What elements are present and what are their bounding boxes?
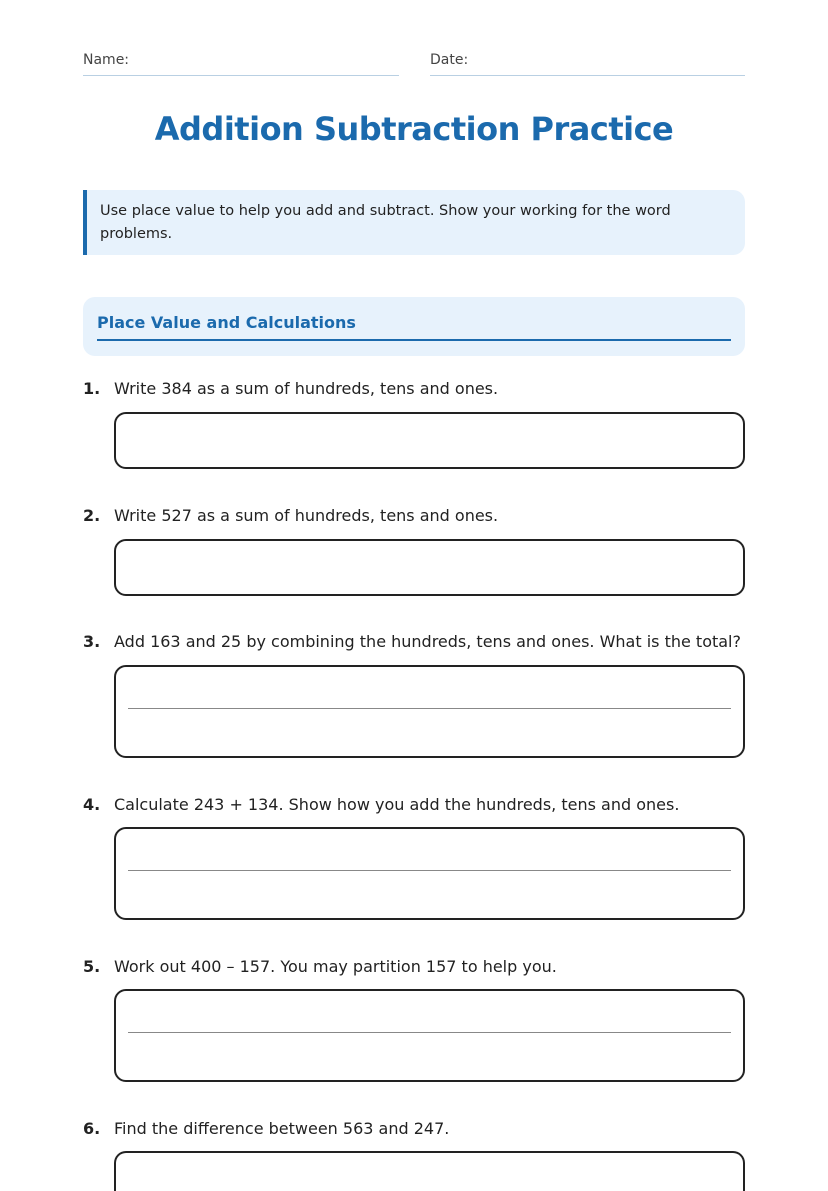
question-number: 3. bbox=[83, 632, 101, 651]
name-label: Name: bbox=[83, 52, 130, 68]
section-rule bbox=[97, 339, 731, 341]
question-text: Find the difference between 563 and 247. bbox=[114, 1119, 450, 1138]
answer-box-5[interactable] bbox=[114, 989, 745, 1082]
writing-line bbox=[128, 708, 731, 709]
intro-box bbox=[83, 190, 745, 255]
answer-box-6[interactable] bbox=[114, 1151, 745, 1191]
date-line bbox=[430, 75, 745, 76]
question-4 bbox=[83, 795, 679, 814]
date-field[interactable] bbox=[430, 52, 468, 68]
answer-box-4[interactable] bbox=[114, 827, 745, 920]
answer-box-2[interactable] bbox=[114, 539, 745, 596]
name-field[interactable] bbox=[83, 52, 129, 68]
question-6 bbox=[83, 1119, 449, 1138]
page-title: Addition Subtraction Practice bbox=[154, 110, 674, 148]
question-5 bbox=[83, 957, 557, 976]
question-text: Write 384 as a sum of hundreds, tens and ones. bbox=[114, 379, 499, 398]
question-text: Write 527 as a sum of hundreds, tens and ones. bbox=[114, 506, 499, 525]
section-header bbox=[83, 297, 745, 356]
question-text: Work out 400 – 157. You may partition 157 to help you. bbox=[114, 957, 557, 976]
question-1 bbox=[83, 379, 498, 398]
question-number: 2. bbox=[83, 506, 101, 525]
question-2 bbox=[83, 506, 498, 525]
question-number: 6. bbox=[83, 1119, 101, 1138]
question-text: Add 163 and 25 by combining the hundreds, tens and ones. What is the total? bbox=[114, 632, 741, 651]
question-text: Calculate 243 + 134. Show how you add the hundreds, tens and ones. bbox=[114, 795, 680, 814]
question-number: 1. bbox=[83, 379, 101, 398]
name-line bbox=[83, 75, 399, 76]
writing-line bbox=[128, 870, 731, 871]
section-title: Place Value and Calculations bbox=[97, 313, 356, 332]
answer-box-3[interactable] bbox=[114, 665, 745, 758]
question-number: 5. bbox=[83, 957, 101, 976]
question-3 bbox=[83, 632, 741, 651]
date-label: Date: bbox=[430, 52, 469, 68]
writing-line bbox=[128, 1032, 731, 1033]
question-number: 4. bbox=[83, 795, 101, 814]
answer-box-1[interactable] bbox=[114, 412, 745, 469]
intro-text: Use place value to help you add and subtract. Show your working for the word problems. bbox=[100, 203, 671, 242]
